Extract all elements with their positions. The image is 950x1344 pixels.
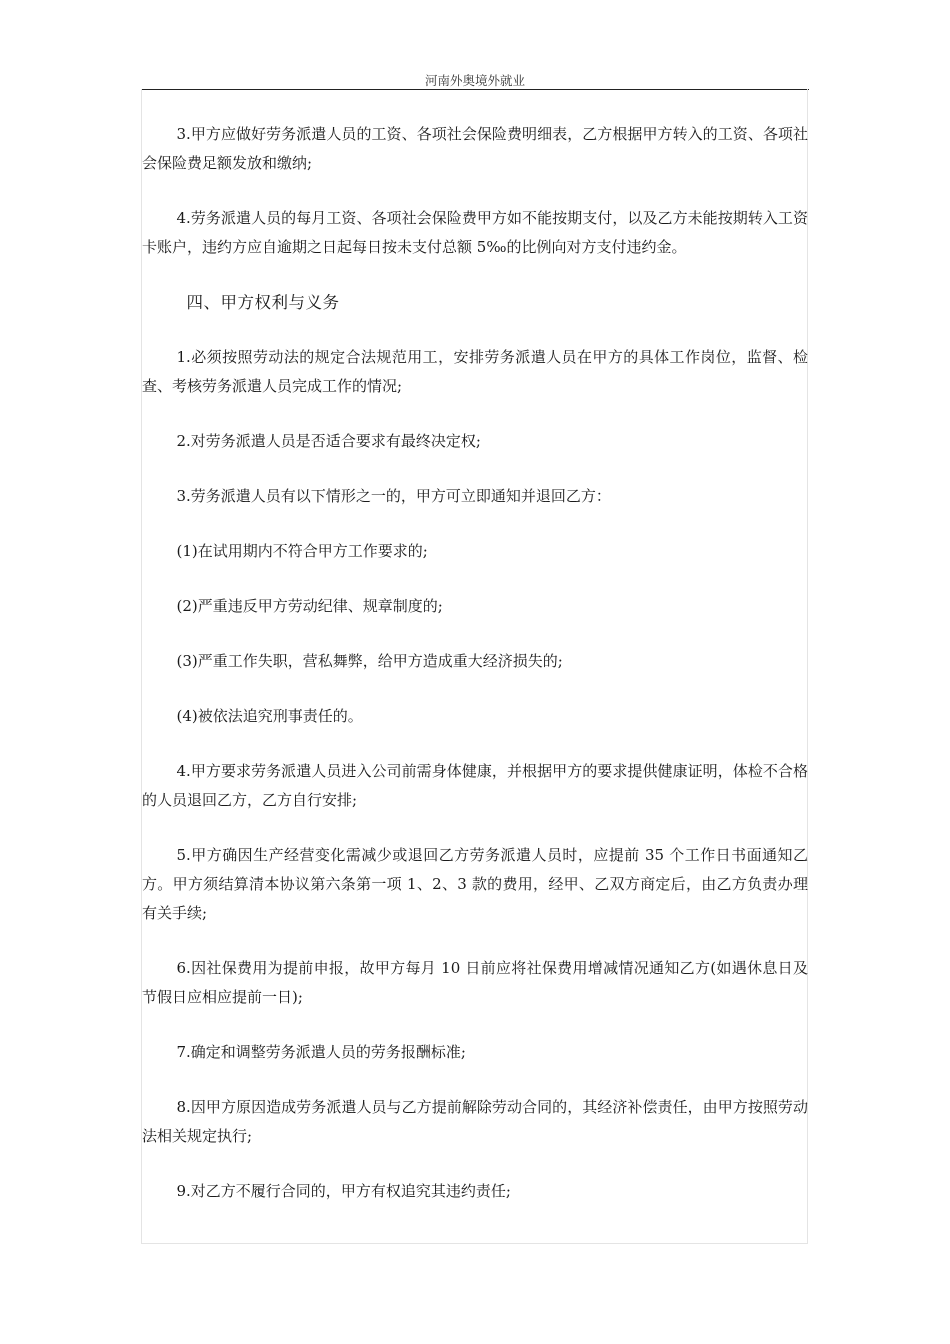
paragraph-wage-statement: 3.甲方应做好劳务派遣人员的工资、各项社会保险费明细表，乙方根据甲方转入的工资、各项社会保险费足额发放和缴纳; (142, 125, 808, 172)
list-item: 7.确定和调整劳务派遣人员的劳务报酬标准; (176, 1043, 466, 1061)
list-item: 5.甲方确因生产经营变化需减少或退回乙方劳务派遣人员时，应提前 35 个工作日书面通知乙方。甲方须结算清本协议第六条第一项 1、2、3 款的费用，经甲、乙双方商定后，由乙方负责办理有关手续; (142, 846, 808, 922)
list-item: 4.甲方要求劳务派遣人员进入公司前需身体健康，并根据甲方的要求提供健康证明，体检不合格的人员退回乙方，乙方自行安排; (142, 762, 808, 809)
list-item: 1.必须按照劳动法的规定合法规范用工，安排劳务派遣人员在甲方的具体工作岗位，监督、检查、考核劳务派遣人员完成工作的情况; (142, 348, 808, 395)
document-body (142, 120, 808, 1206)
list-item: 3.劳务派遣人员有以下情形之一的，甲方可立即通知并退回乙方： (176, 487, 611, 505)
section-heading: 四、甲方权利与义务 (186, 293, 340, 312)
list-item: (2)严重违反甲方劳动纪律、规章制度的; (176, 597, 443, 615)
page-header: 河南外奥境外就业 (141, 72, 809, 90)
list-item: (1)在试用期内不符合甲方工作要求的; (176, 542, 428, 560)
list-item: (3)严重工作失职，营私舞弊，给甲方造成重大经济损失的; (176, 652, 563, 670)
list-item: 2.对劳务派遣人员是否适合要求有最终决定权; (176, 432, 481, 450)
list-item: 9.对乙方不履行合同的，甲方有权追究其违约责任; (176, 1182, 511, 1200)
list-item: (4)被依法追究刑事责任的。 (176, 707, 363, 725)
list-item: 8.因甲方原因造成劳务派遣人员与乙方提前解除劳动合同的，其经济补偿责任，由甲方按照劳动法相关规定执行; (142, 1098, 808, 1145)
paragraph-late-payment-penalty: 4.劳务派遣人员的每月工资、各项社会保险费甲方如不能按期支付，以及乙方未能按期转入工资卡账户，违约方应自逾期之日起每日按未支付总额 5‰的比例向对方支付违约金。 (142, 209, 808, 256)
list-item: 6.因社保费用为提前申报，故甲方每月 10 日前应将社保费用增减情况通知乙方(如遇休息日及节假日应相应提前一日); (142, 959, 808, 1006)
